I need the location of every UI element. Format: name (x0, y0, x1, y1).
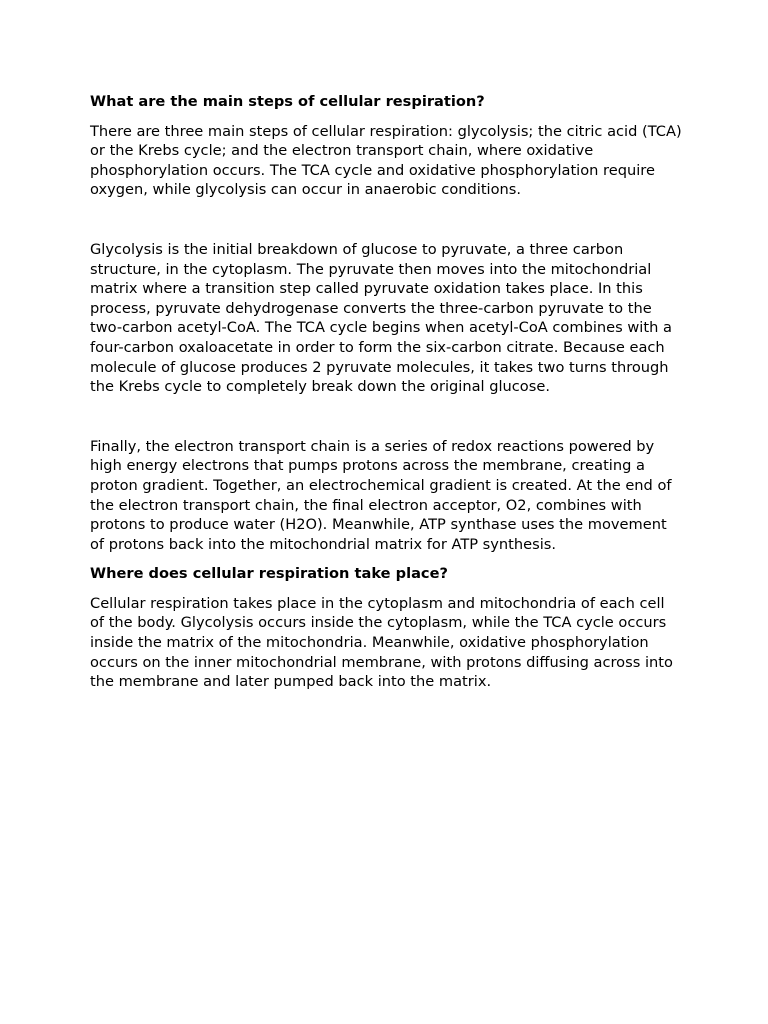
paragraph-location: Cellular respiration takes place in the cytoplasm and mitochondria of each cell of the body. Glycolysis occurs inside the cytoplasm, while the TCA cycle occurs inside the matrix of the mitochondria. Meanwhile, oxidative phosphorylation occurs on the inner mitochondrial membrane, with protons diffusing across into the membrane and later pumped back into the matrix. (90, 594, 673, 691)
paragraph-electron-transport: Finally, the electron transport chain is a series of redox reactions powered by high energy electrons that pumps protons across the membrane, creating a proton gradient. Together, an electrochemical gradient is created. At the end of the electron transport chain, the final electron acceptor, O2, combines with protons to produce water (H2O). Meanwhile, ATP synthase uses the movement of protons back into the mitochondrial matrix for ATP synthesis. (90, 437, 672, 553)
heading-main-steps: What are the main steps of cellular respiration? (90, 93, 485, 110)
paragraph-glycolysis: Glycolysis is the initial breakdown of glucose to pyruvate, a three carbon structure, in the cytoplasm. The pyruvate then moves into the mitochondrial matrix where a transition step called pyruvate oxidation takes place. In this process, pyruvate dehydrogenase converts the three-carbon pyruvate to the two-carbon acetyl-CoA. The TCA cycle begins when acetyl-CoA combines with a four-carbon oxaloacetate in order to form the six-carbon citrate. Because each molecule of glucose produces 2 pyruvate molecules, it takes two turns through the Krebs cycle to completely break down the original glucose. (90, 240, 672, 396)
document-body (90, 92, 682, 692)
paragraph-overview: There are three main steps of cellular respiration: glycolysis; the citric acid (TCA) or the Krebs cycle; and the electron transport chain, where oxidative phosphorylation occurs. The TCA cycle and oxidative phosphorylation require oxygen, while glycolysis can occur in anaerobic conditions. (90, 122, 682, 199)
heading-location: Where does cellular respiration take place? (90, 565, 448, 583)
